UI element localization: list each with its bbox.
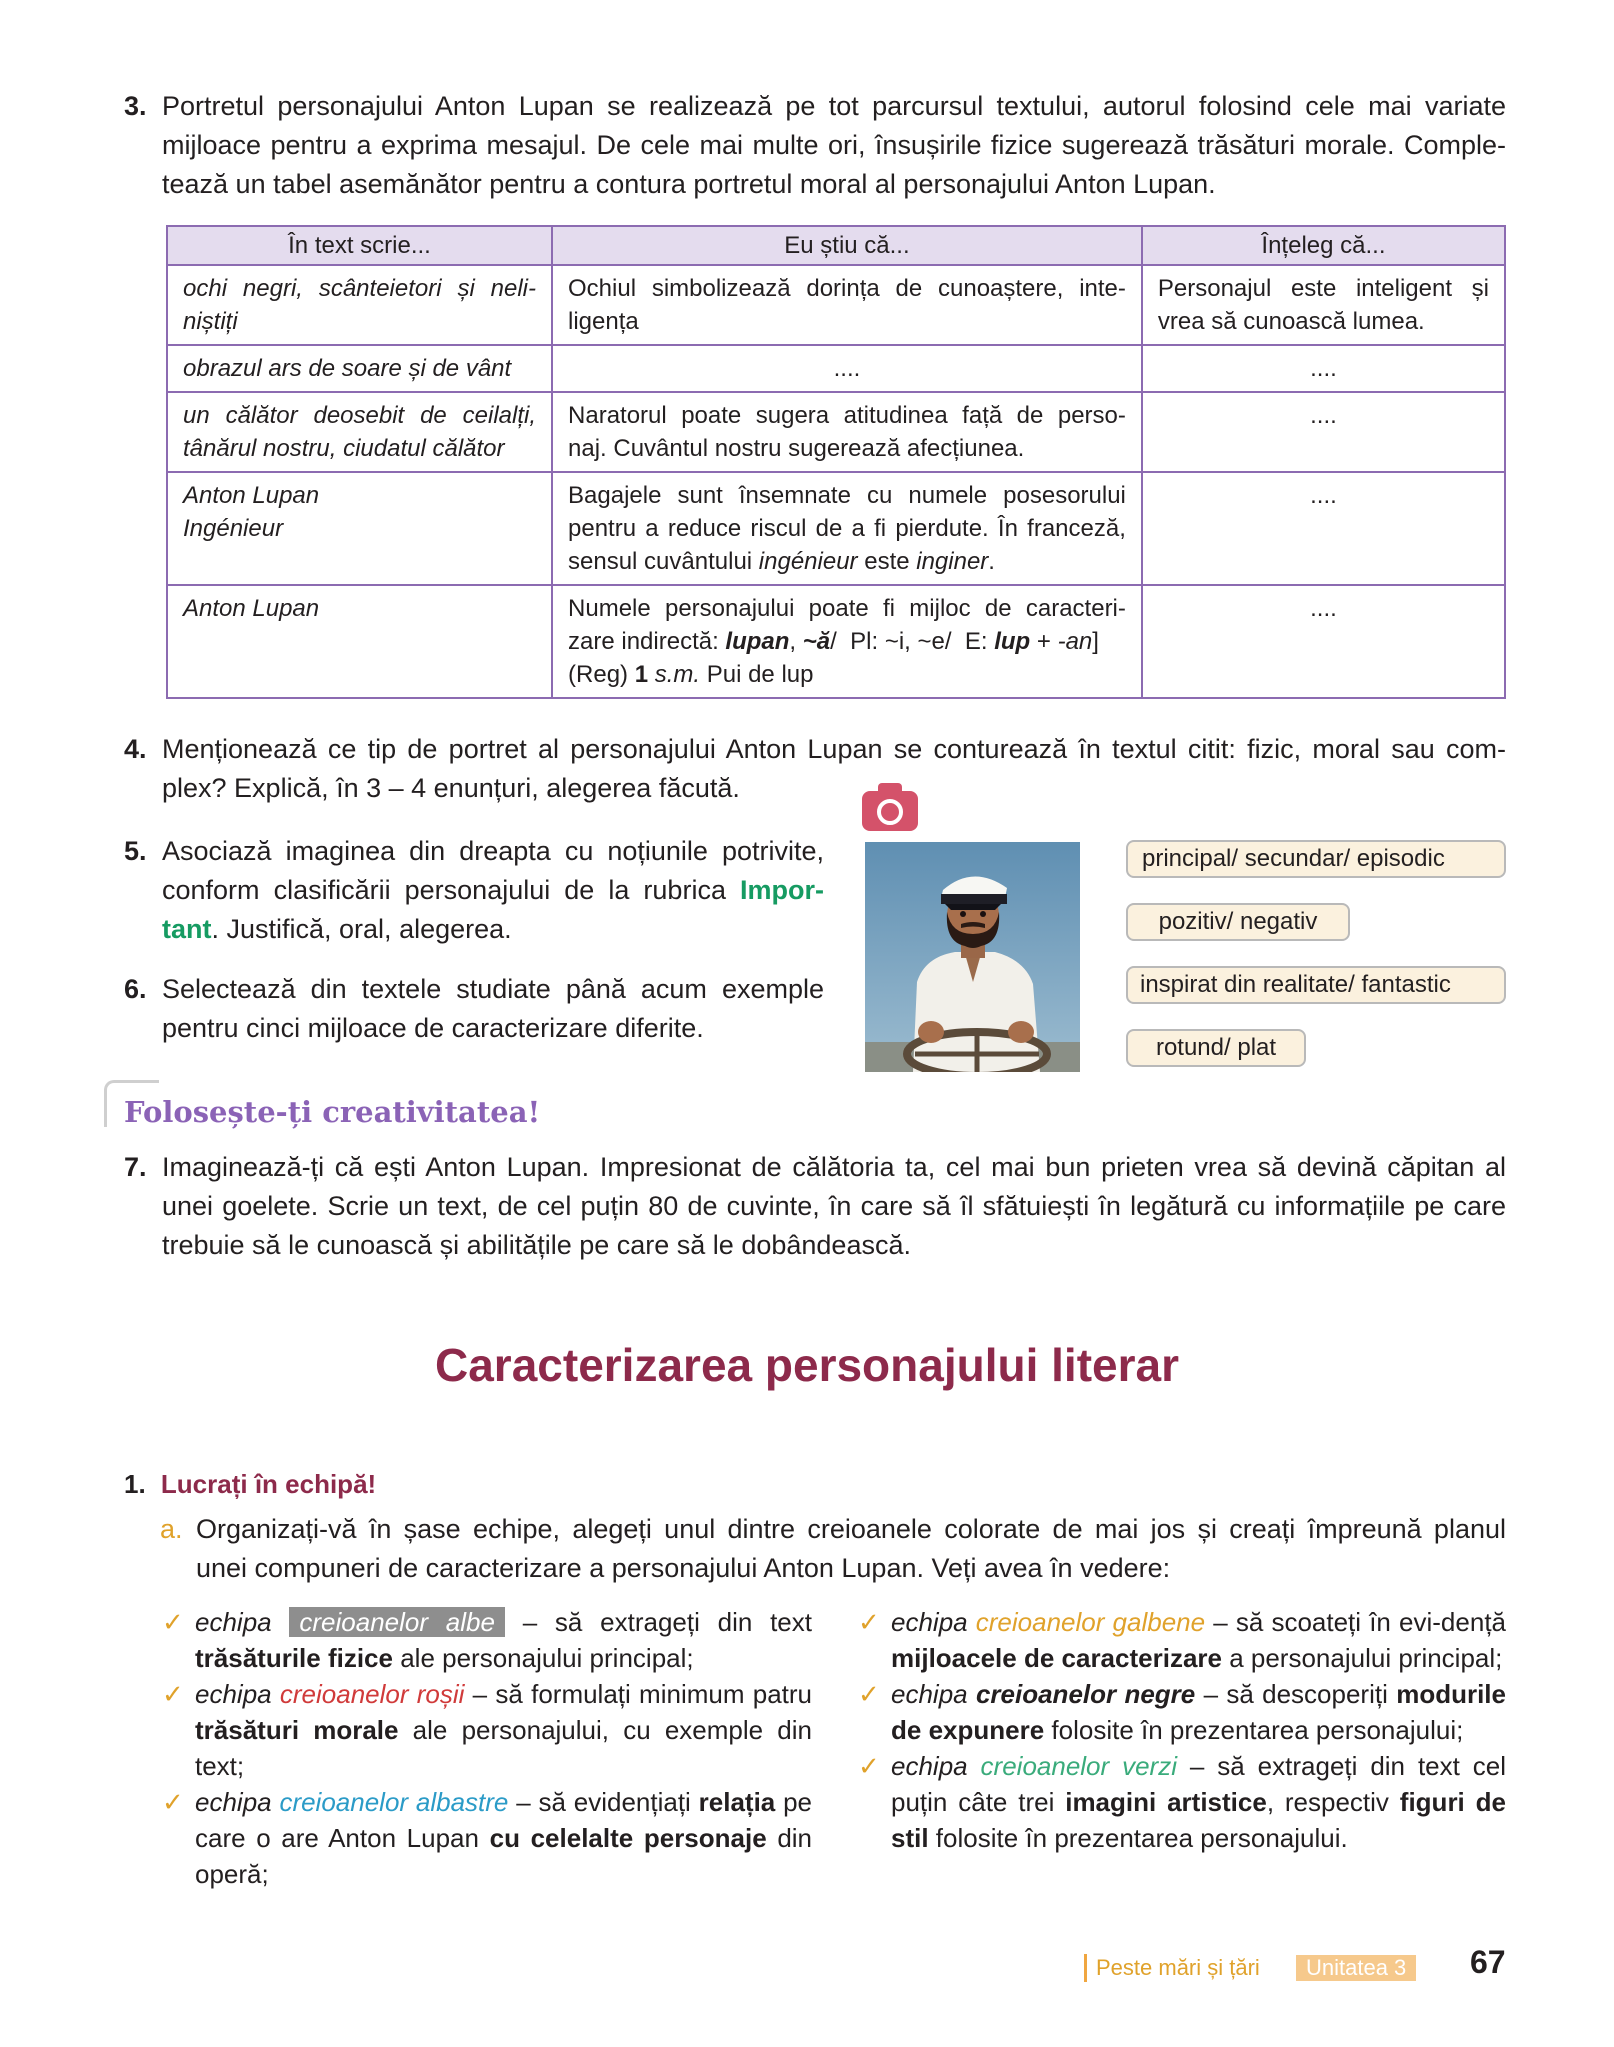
checkmark-icon: ✓ <box>162 1787 184 1817</box>
exercise-3 <box>124 87 1506 207</box>
text-span: echipa <box>195 1607 290 1637</box>
cell-line: Naratorul poate sugera atitudinea față de perso- <box>568 402 1126 429</box>
footer-section: Peste mări și țări <box>1096 1955 1260 1980</box>
text-span <box>648 661 655 688</box>
table-cell <box>552 265 1142 345</box>
exercise-number: 3. <box>124 91 147 121</box>
term: ~ă <box>802 628 831 655</box>
text-span: din operă; <box>195 1823 813 1889</box>
table-row <box>167 345 1505 392</box>
term: lupan <box>725 628 790 655</box>
text-span: , respectiv <box>1266 1787 1400 1817</box>
exercise-text-line <box>162 871 824 910</box>
text-span: pe care o are Anton Lupan <box>195 1787 813 1853</box>
table-cell <box>1142 392 1505 472</box>
exercise-text-line: Imaginează-ți că ești Anton Lupan. Impresionat de călătoria ta, cel mai bun prieten vrea să devină căpitan al <box>162 1152 1506 1182</box>
cell-line: Numele personajului poate fi mijloc de caracteri- <box>568 595 1126 622</box>
text-span: modurile de expunere <box>891 1679 1506 1745</box>
table-cell <box>167 265 552 345</box>
cell-line-rich <box>568 545 1126 578</box>
cell-line: .... <box>1310 595 1337 622</box>
text-span: (Reg) <box>568 661 635 688</box>
task-number: 1. <box>124 1469 146 1499</box>
text-span: – să formulați minimum patru <box>464 1679 813 1709</box>
text-span: creioanelor negre <box>975 1679 1196 1709</box>
text-span: / Pl: ~i, ~e/ E: <box>830 628 995 655</box>
text-span: echipa <box>891 1607 976 1637</box>
exercise-text-line: mijloace pentru a exprima mesajul. De cele mai multe ori, însușirile fizice sugerează trăsături morale. Comple- <box>162 130 1506 160</box>
exercise-6 <box>124 970 824 1050</box>
table-cell <box>1142 265 1505 345</box>
text-span: creioanelor verzi <box>980 1751 1177 1781</box>
team-bullet <box>162 1676 812 1784</box>
section-title: Caracterizarea personajului literar <box>435 1339 1179 1391</box>
table-cell <box>167 585 552 698</box>
text-span: – să evidențiați <box>508 1787 699 1817</box>
column-header: Eu știu că... <box>552 226 1142 265</box>
cell-line: Anton Lupan <box>183 482 320 509</box>
text-span: sensul cuvântului <box>568 548 759 575</box>
text-span: relația <box>698 1787 776 1817</box>
exercise-text-line: plex? Explică, în 3 – 4 enunțuri, alegerea făcută. <box>162 773 740 803</box>
cell-line: Ochiul simbolizează dorința de cunoaștere, inte- <box>568 275 1126 302</box>
text-span: – să extrageți din text <box>504 1607 812 1637</box>
exercise-text-line: Portretul personajului Anton Lupan se realizează pe tot parcursul textului, autorul folosind cele mai variate <box>162 91 1506 121</box>
team-list-right <box>858 1604 1506 1856</box>
checkmark-icon: ✓ <box>162 1679 184 1709</box>
task-text-line: Organizați-vă în șase echipe, alegeți unul dintre creioanele colorate de mai jos și creați împreună planul <box>196 1514 1506 1544</box>
task-text-line: unei compuneri de caracterizare a personajului Anton Lupan. Veți avea în vedere: <box>196 1553 1171 1583</box>
term: 1 <box>634 661 649 688</box>
sub-letter: a. <box>160 1514 183 1544</box>
text-span: este <box>857 548 917 575</box>
important-link: tant <box>162 914 212 944</box>
exercise-number: 4. <box>124 734 147 764</box>
text-span: echipa <box>195 1787 280 1817</box>
cell-line: .... <box>833 355 861 382</box>
term: inginer <box>916 548 989 575</box>
text-span: creioanelor galbene <box>975 1607 1206 1637</box>
text-span: – să descoperiți <box>1195 1679 1397 1709</box>
cell-line: .... <box>1310 482 1337 509</box>
team-bullet <box>162 1604 812 1676</box>
text-span: echipa <box>891 1751 981 1781</box>
table-cell <box>1142 472 1505 585</box>
text-span: trăsături morale <box>195 1715 399 1745</box>
text-span: conform clasificării personajului de la rubrica <box>162 875 740 905</box>
column-header: Înțeleg că... <box>1142 226 1505 265</box>
portrait-table <box>166 225 1506 699</box>
text-span: + <box>1030 628 1058 655</box>
table-cell <box>1142 345 1505 392</box>
exercise-number: 6. <box>124 974 147 1004</box>
camera-icon <box>862 783 918 831</box>
cell-line: vrea să cunoască lumea. <box>1157 308 1425 335</box>
tag-real-fantastic: inspirat din realitate/ fantastic <box>1126 966 1506 1004</box>
cell-line: Bagajele sunt însemnate cu numele posesorului <box>568 482 1126 509</box>
text-span: ale personajului, cu exemple din text; <box>195 1715 812 1781</box>
text-span: folosite în prezentarea personajului; <box>1044 1715 1464 1745</box>
table-row <box>167 585 1505 698</box>
task-1-heading <box>124 1466 376 1502</box>
text-span: ale personajului principal; <box>392 1643 694 1673</box>
term: s.m. <box>654 661 701 688</box>
cell-line: naj. Cuvântul nostru sugerează afecțiunea. <box>568 435 1025 462</box>
cell-line: .... <box>1310 402 1337 429</box>
text-span: creioanelor albe <box>289 1607 505 1637</box>
table-cell <box>552 392 1142 472</box>
exercise-text-line: Menționează ce tip de portret al personajului Anton Lupan se conturează în textul citit: fizic, moral sau com- <box>162 734 1506 764</box>
text-span: trăsăturile fizice <box>195 1643 393 1673</box>
page-number: 67 <box>1470 1944 1506 1980</box>
table-cell <box>167 472 552 585</box>
team-bullet <box>858 1676 1506 1748</box>
text-span: mijloacele de caracterizare <box>891 1643 1222 1673</box>
term: ingénieur <box>758 548 858 575</box>
tag-character-role: principal/ secundar/ episodic <box>1126 840 1506 878</box>
cell-line: Ingénieur <box>183 515 284 542</box>
cell-line-rich <box>568 658 1126 691</box>
cell-line: pentru a reduce riscul de a fi pierdute. În franceză, <box>568 515 1126 542</box>
task-title: Lucrați în echipă! <box>160 1469 377 1499</box>
checkmark-icon: ✓ <box>858 1607 880 1637</box>
table-cell <box>552 345 1142 392</box>
cell-line: un călător deosebit de ceilalți, <box>183 402 537 429</box>
text-span: a personajului principal; <box>1221 1643 1503 1673</box>
cell-line: tânărul nostru, ciudatul călător <box>183 435 505 462</box>
exercise-text-line: Asociază imaginea din dreapta cu noțiunile potrivite, <box>162 836 824 866</box>
cell-line: Anton Lupan <box>183 595 320 622</box>
table-header-row <box>167 226 1505 265</box>
exercise-5 <box>124 832 824 952</box>
footer-divider <box>1084 1954 1087 1982</box>
checkmark-icon: ✓ <box>858 1679 880 1709</box>
exercise-number: 5. <box>124 836 147 866</box>
text-span: creioanelor albastre <box>279 1787 509 1817</box>
exercise-7 <box>124 1148 1506 1268</box>
term: -an <box>1057 628 1093 655</box>
exercise-text-line: Selectează din textele studiate până acum exemple <box>162 974 824 1004</box>
cell-line: ligența <box>568 308 639 335</box>
text-span: Pui de lup <box>700 661 814 688</box>
exercise-text-line: unei goelete. Scrie un text, de cel puțin 80 de cuvinte, în care să îl sfătuiești în legătură cu informațiile pe care <box>162 1191 1506 1221</box>
checkmark-icon: ✓ <box>162 1607 184 1637</box>
exercise-text-line <box>162 910 824 949</box>
footer-unit-badge: Unitatea 3 <box>1296 1955 1416 1981</box>
table-row <box>167 265 1505 345</box>
exercise-text-line: pentru cinci mijloace de caracterizare diferite. <box>162 1013 704 1043</box>
cell-line: obrazul ars de soare și de vânt <box>183 355 512 382</box>
text-span: – să extrageți din text cel puțin câte trei <box>891 1751 1507 1817</box>
cell-line: niștiți <box>183 308 238 335</box>
exercise-4 <box>124 730 1506 810</box>
text-span: . <box>988 548 995 575</box>
important-link: Impor- <box>740 875 824 905</box>
text-span: imagini artistice <box>1065 1787 1267 1817</box>
column-header: În text scrie... <box>167 226 552 265</box>
table-cell <box>552 472 1142 585</box>
text-span: echipa <box>195 1679 280 1709</box>
team-bullet <box>858 1748 1506 1856</box>
team-bullet <box>858 1604 1506 1676</box>
text-span: echipa <box>891 1679 976 1709</box>
term: lup <box>994 628 1031 655</box>
text-span: zare indirectă: <box>568 628 726 655</box>
checkmark-icon: ✓ <box>858 1751 880 1781</box>
text-span: – să scoateți în evi-dență <box>1205 1607 1506 1637</box>
character-photo <box>865 842 1080 1072</box>
team-list-left <box>162 1604 812 1892</box>
table-cell <box>167 392 552 472</box>
table-row <box>167 472 1505 585</box>
table-cell <box>552 585 1142 698</box>
table-cell <box>1142 585 1505 698</box>
exercise-number: 7. <box>124 1152 147 1182</box>
task-1a <box>160 1510 1506 1590</box>
table-cell <box>167 345 552 392</box>
team-bullet <box>162 1784 812 1892</box>
text-span: . Justifică, oral, alegerea. <box>211 914 512 944</box>
text-span: figuri de stil <box>891 1787 1506 1853</box>
exercise-text-line: tează un tabel asemănător pentru a contura portretul moral al personajului Anton Lupan. <box>162 169 1216 199</box>
tag-round-flat: rotund/ plat <box>1126 1029 1306 1067</box>
text-span: folosite în prezentarea personajului. <box>928 1823 1348 1853</box>
cell-line: ochi negri, scânteietori și neli- <box>183 275 537 302</box>
text-span: cu celelalte personaje <box>489 1823 767 1853</box>
cell-line: Personajul este inteligent și <box>1157 275 1489 302</box>
creativity-title: Folosește-ți creativitatea! <box>124 1095 541 1129</box>
text-span: , <box>789 628 803 655</box>
cell-line-rich <box>568 625 1126 658</box>
text-span: ] <box>1092 628 1099 655</box>
tag-positive-negative: pozitiv/ negativ <box>1126 903 1350 941</box>
cell-line: .... <box>1310 355 1337 382</box>
text-span: creioanelor roșii <box>279 1679 465 1709</box>
table-row <box>167 392 1505 472</box>
exercise-text-line: trebuie să le cunoască și abilitățile pe care să le dobândească. <box>162 1230 911 1260</box>
